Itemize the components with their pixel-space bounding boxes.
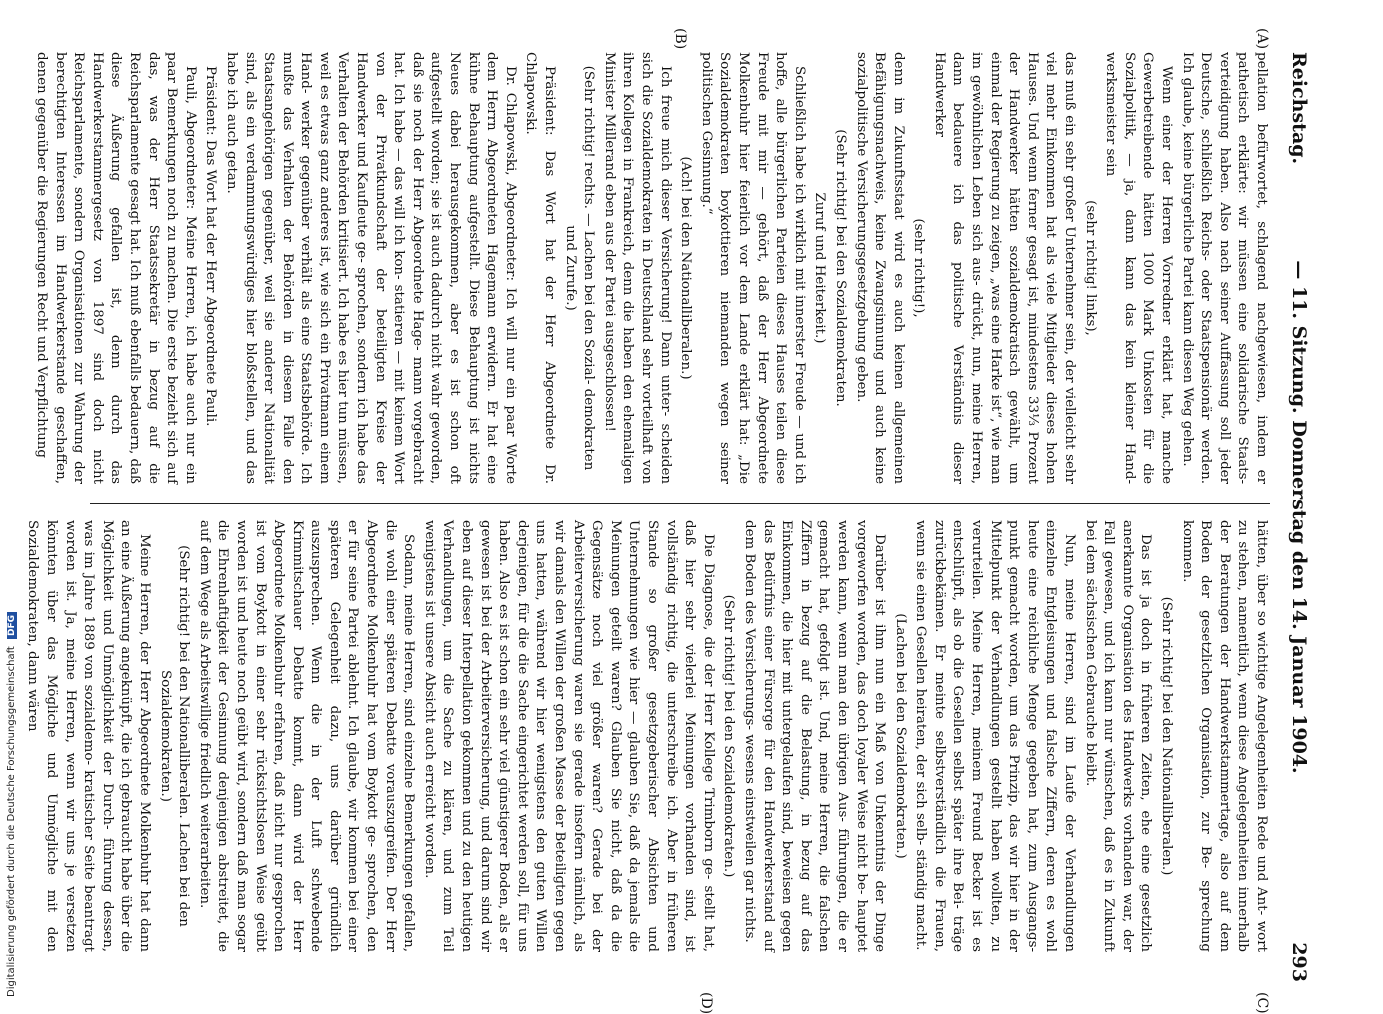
paragraph: Sodann, meine Herren, sind einzelne Bemerkungen gefallen, die wohl einer späteren Debatte vorauszugreifen. Der Herr Abgeordnete Molkenbuhr hat vom Boykott ge- sprochen, den er für seine Partei ablehnt. Ich glaube, wir kommen bei einer späteren Gelegenheit dazu, uns darüber gründlich auszusprechen. Wenn die in der Luft schwebende Krimmitschauer Debatte kommt, dann wird der Herr Abgeordnete Molkenbuhr erfahren, daß nicht nur gesprochen ist vom Boykott in einer sehr rücksichtslosen Weise geübt worden ist und heute noch geübt wird, sondern daß man sogar die Ehrenhaftigkeit der Gesinnung denjenigen abstreitet, die auf dem Wege als Arbeitswillige friedlich weiterarbeiten. (196, 520, 417, 952)
paragraph: Wenn einer der Herren Vorredner erklärt hat, manche Gewerbetreibende hätten 1000 Mark Unkosten für die Sozialpolitik, — ja, dann kann das kein kleiner Hand- werksmeister sein (1103, 52, 1175, 484)
interjection: (Ach! bei den Nationalliberalen.) (678, 156, 694, 380)
margin-mark-a: (A) (1254, 28, 1270, 50)
credit-text: Digitalisierung gefördert durch die Deutsche Forschungsgemeinschaft (6, 646, 17, 997)
interjection: (Sehr richtig! bei den Sozialdemokraten. (832, 129, 848, 407)
margin-mark-c: (C) (1254, 992, 1270, 1014)
interjection: Zuruf und Heiterkeit.) (812, 192, 828, 344)
paragraph: denn im Zukunftsstaat wird es auch keinen allgemeinen Befähigungsnachweis, keine Zwangsinnung und auch keine sozialpolitische Versicherungsgesetzgebung geben. (853, 52, 906, 484)
paragraph: Meine Herren, der Herr Abgeordnete Molkenbuhr hat dann an eine Äußerung angeknüpft, die ich gebraucht habe über die Möglichkeit und Unmöglichkeit der Durch- führung dessen, was im Jahre 1889 von sozialdemo- kratischer Seite beantragt worden ist. Ja, meine Herren, wenn wir uns je versetzen könnten über das Mögliche und Unmögliche mit den Sozialdemokraten, dann wären (25, 520, 152, 952)
paragraph: Das ist ja doch in früheren Zeiten, ehe eine gesetzlich anerkannte Organisation des Handwerks vorhanden war, der Fall gewesen, und ich kann nur wünschen, daß es in Zukunft bei dem sächsischen Gebrauche bleibt. (1082, 520, 1154, 952)
interjection: (Sehr richtig! bei den Nationalliberalen. Lachen bei den Sozialdemokraten.) (157, 545, 192, 927)
header-title: Reichstag. (1288, 52, 1310, 165)
interjection: (sehr richtig! links), (1082, 200, 1098, 336)
digitization-credit (6, 607, 20, 997)
speaker-paragraph: Pauli, Abgeordneter: Meine Herren, ich habe auch nur ein paar Bemerkungen noch zu machen. Die erste bezieht sich auf das, was der Herr Staatssekretär in bezug auf die Reichsparlamente gesagt hat. Ich muß ebenfalls bedauern, daß diese Äußerung gefallen ist, denn durch das Handwerkerstammergesetz von 1897 sind doch nicht Reichsparlamente, sondern Organisationen zur Wahrung der berechtigten Interessen im Handwerkerstande geschaffen, denen gegenüber die Regierungen Recht und Verpflichtung (34, 52, 198, 484)
paragraph: pellation befürwortet, schlagend nachgewiesen, indem er pathetisch erklärte: wir müssen eine solidarische Staats- verteidigung haben. Also nach seiner Auffassung soll jeder Deutsche, schließlich Reichs- oder Staatspensionär werden. Ich glaube, keine bürgerliche Partei kann diesen Weg gehen. (1179, 52, 1269, 484)
page-header (1280, 52, 1310, 982)
column-divider (90, 503, 1270, 504)
text-column-right (25, 520, 1270, 952)
paragraph: Die Diagnose, die der Herr Kollege Trimborn ge- stellt hat, daß hier sehr vielerlei Meinungen vorhanden sind, ist vollständig richtig, die unterschreibe ich. Aber in früheren Stande so großer gesetzgeberischer Absichten und Unternehmungen wie hier — glauben Sie, daß da jemals die Meinungen geteilt waren? Glauben Sie nicht, daß da die Gegensätze noch viel größer waren? Gerade bei der Arbeiterversicherung waren sie gerade insofern nämlich, als wir damals den Willen der großen Masse der Beteiligten gegen uns hatten, während wir hier wenigstens den guten Willen derjenigen, für die die Sache eingerichtet werden soll, für uns haben. Also es ist schon ein sehr viel günstigerer Boden, als er gewesen ist bei der Arbeiterversicherung, und darum sind wir eben auf dieser Interpellation gekommen und zu den heutigen Verhandlungen, um die Sache zu klären, und zum Teil wenigstens ist unsere Absicht auch erreicht worden. (421, 520, 716, 952)
paragraph: Darüber ist ihm nun ein Maß von Unkenntnis der Dinge vorgeworfen worden, das doch loyaler Weise nicht be- hauptet werden kann, wenn man den übrigen Aus- führungen, die er gemacht hat, gefolgt ist. Und, meine Herren, die falschen Ziffern in bezug auf die Belastung, in bezug auf das Einkommen, die hier mit untergelaufen sind, beweisen gegen das Bedürfnis einer Fürsorge für den Handwerkerstand auf dem Boden des Versicherungs- wesens einstweilen gar nichts. (741, 520, 888, 952)
paragraph: das muß ein sehr großer Unternehmer sein, der vielleicht sehr viel mehr Einkommen hat als viele Mitglieder dieses hohen Hauses. Und wenn ferner gesagt ist, mindestens 33⅓ Prozent der Handwerker hätten sozialdemokratisch gewählt, um einmal der Regierung zu zeigen, „was eine Harke ist“, wie man im gewöhnlichen Leben sich aus- drückt, nun, meine Herren, dann bedauere ich das politische Verständnis dieser Handwerker (931, 52, 1078, 484)
margin-mark-d: (D) (698, 992, 714, 1014)
paragraph: Nun, meine Herren, sind im Laufe der Verhandlungen einzelne Entgleisungen und falsche Ziffern, deren es wohl heute eine reichliche Menge gegeben hat, zum Ausgangs- punkt gemacht worden, um das Prinzip, das wir hier in der Mittelpunkt der Verhandlungen gestellt haben wollten, zu verurteilen. Meine Herren, meinem Freund Becker ist es entschlüpft, als ob die Gesellen selbst später ihre Bei- träge zurückbekämen. Er meinte selbstverständlich die Frauen, wenn sie einen Gesellen heiraten, der sich selb- ständig macht. (913, 520, 1078, 952)
paragraph: hätten, über so wichtige Angelegenheiten Rede und Ant- wort zu stehen, namentlich, wenn diese Angelegenheiten innerhalb der Beratungen der Handwerkstammertage, also auf dem Boden der gesetzlichen Organisation, zur Be- sprechung kommen. (1179, 520, 1269, 952)
interjection: (Sehr richtig! rechts. — Lachen bei den Sozial- demokraten und Zurufe.) (562, 65, 597, 471)
interjection: (Lachen bei den Sozialdemokraten.) (892, 613, 908, 859)
speaker-paragraph: Dr. Chlapowski, Abgeordneter: Ich will nur ein paar Worte dem Herrn Abgeordneten Hagemann erwidern. Er hat eine kühne Behauptung aufgestellt. Diese Behauptung ist nichts Neues dabei herausgekommen, aber es ist schon oft aufgestellt worden; sie ist auch dadurch nicht wahr geworden, daß sie noch der Herr Abgeordnete Hage- mann vorgebracht hat. Ich habe — das will ich kon- statieren — mit keinem Wort von der Privatkundschaft der beteiligten Kreise der Handwerker und Kaufleute ge- sprochen, sondern ich habe das Verhalten der Behörden kritisiert. Ich habe es hier tun müssen, weil es etwas ganz anderes ist, wie sich ein Privatmann einem Hand- werker gegenüber verhält als eine Staatsbehörde. Ich mußte das Verhalten der Behörden in diesem Falle den Staatsangehörigen gegenüber, weil sie anderer Nationalität sind, als ein verdammungswürdiges hier bloßstellen, und das habe ich auch getan. (223, 52, 518, 484)
header-session-date: — 11. Sitzung. Donnerstag den 14. Januar 1904. (1288, 260, 1310, 774)
margin-mark-b: (B) (672, 28, 688, 50)
paragraph: Schließlich habe ich wirklich mit innerster Freude — und ich hoffe, alle bürgerlichen Parteien dieses Hauses teilen diese Freude mit mir — gehört, daß der Herr Abgeordnete Molkenbuhr hier feierlich vor dem Lande erklärt hat: „Die Sozialdemokraten boykottieren niemanden wegen seiner politischen Gesinnung.“ (698, 52, 807, 484)
page-number: 293 (1288, 942, 1310, 982)
text-column-left (34, 52, 1270, 484)
interjection: (Sehr richtig! bei den Nationalliberalen.) (1159, 596, 1175, 876)
scanned-page (25, 28, 1310, 1014)
dfg-logo: DFG (7, 612, 17, 639)
paragraph: Ich freue mich dieser Versicherung! Dann unter- scheiden sich die Sozialdemokraten in Deutschland sehr vorteilhaft von ihren Kollegen in Frankreich, denn die haben den ehemaligen Minister Millerand eben aus der Partei ausgeschlossen! (601, 52, 673, 484)
speaker-paragraph: Präsident: Das Wort hat der Herr Abgeordnete Pauli. (203, 66, 219, 427)
speaker-paragraph: Präsident: Das Wort hat der Herr Abgeordnete Dr. Chlapowski. (523, 52, 558, 484)
interjection: (Sehr richtig! bei den Sozialdemokraten.) (721, 594, 737, 878)
interjection: (sehr richtig!), (911, 218, 927, 318)
